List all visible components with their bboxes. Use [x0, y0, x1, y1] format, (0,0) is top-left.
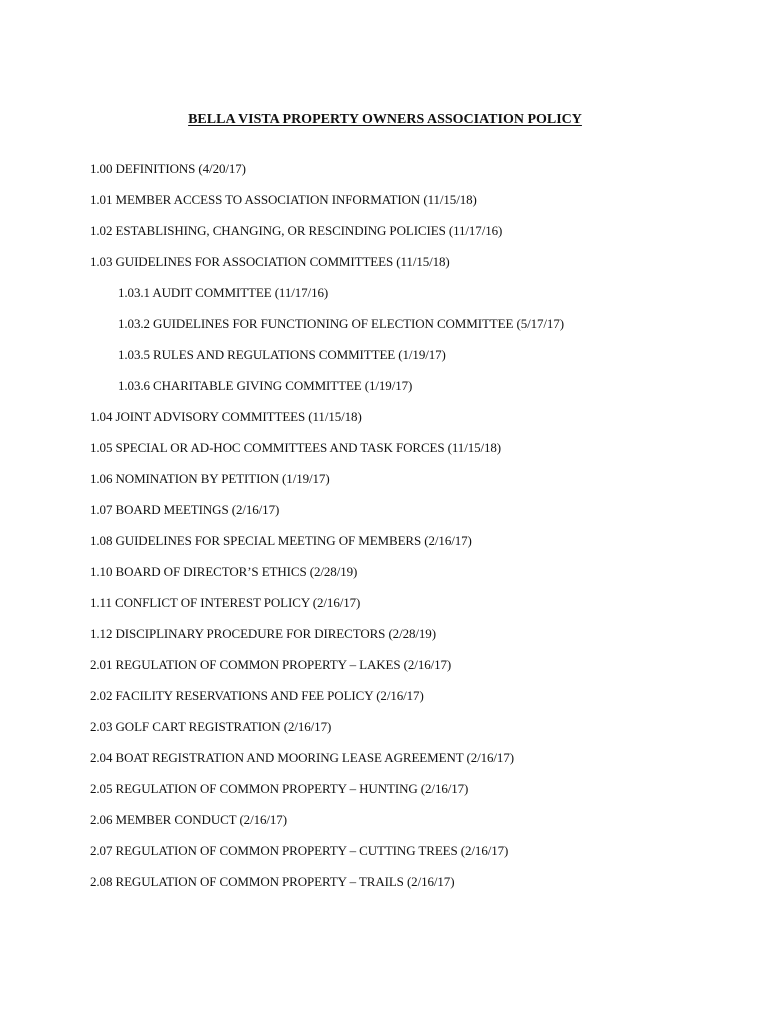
policy-entry: 1.00 DEFINITIONS (4/20/17): [90, 161, 246, 176]
policy-subentry: 1.03.1 AUDIT COMMITTEE (11/17/16): [118, 285, 329, 300]
policy-entry: 2.04 BOAT REGISTRATION AND MOORING LEASE AGREEMENT (2/16/17): [90, 750, 514, 765]
document-title: BELLA VISTA PROPERTY OWNERS ASSOCIATION POLICY: [188, 112, 582, 127]
policy-subentry: 1.03.2 GUIDELINES FOR FUNCTIONING OF ELECTION COMMITTEE (5/17/17): [118, 316, 564, 331]
policy-entry: 2.01 REGULATION OF COMMON PROPERTY – LAKES (2/16/17): [90, 657, 452, 672]
policy-entry: 1.04 JOINT ADVISORY COMMITTEES (11/15/18): [90, 409, 362, 424]
policy-entry: 1.01 MEMBER ACCESS TO ASSOCIATION INFORMATION (11/15/18): [90, 192, 477, 207]
policy-entry: 1.02 ESTABLISHING, CHANGING, OR RESCINDING POLICIES (11/17/16): [90, 223, 503, 238]
document-title-block: [0, 111, 770, 129]
policy-entry: 1.11 CONFLICT OF INTEREST POLICY (2/16/17): [90, 595, 361, 610]
policy-entry: 1.06 NOMINATION BY PETITION (1/19/17): [90, 471, 330, 486]
policy-entry: 2.06 MEMBER CONDUCT (2/16/17): [90, 812, 287, 827]
policy-subentry: 1.03.6 CHARITABLE GIVING COMMITTEE (1/19/17): [118, 378, 413, 393]
policy-entry: 1.05 SPECIAL OR AD-HOC COMMITTEES AND TASK FORCES (11/15/18): [90, 440, 502, 455]
policy-entry: 2.07 REGULATION OF COMMON PROPERTY – CUTTING TREES (2/16/17): [90, 843, 509, 858]
policy-subentry: 1.03.5 RULES AND REGULATIONS COMMITTEE (1/19/17): [118, 347, 446, 362]
policy-entry: 1.08 GUIDELINES FOR SPECIAL MEETING OF MEMBERS (2/16/17): [90, 533, 472, 548]
policy-entry: 2.05 REGULATION OF COMMON PROPERTY – HUNTING (2/16/17): [90, 781, 469, 796]
policy-list: [90, 160, 564, 904]
policy-entry: 1.10 BOARD OF DIRECTOR’S ETHICS (2/28/19): [90, 564, 358, 579]
policy-entry: 1.07 BOARD MEETINGS (2/16/17): [90, 502, 280, 517]
policy-entry: 1.03 GUIDELINES FOR ASSOCIATION COMMITTEES (11/15/18): [90, 254, 450, 269]
policy-entry: 2.08 REGULATION OF COMMON PROPERTY – TRAILS (2/16/17): [90, 874, 455, 889]
policy-entry: 2.02 FACILITY RESERVATIONS AND FEE POLICY (2/16/17): [90, 688, 424, 703]
policy-entry: 2.03 GOLF CART REGISTRATION (2/16/17): [90, 719, 332, 734]
policy-entry: 1.12 DISCIPLINARY PROCEDURE FOR DIRECTORS (2/28/19): [90, 626, 436, 641]
